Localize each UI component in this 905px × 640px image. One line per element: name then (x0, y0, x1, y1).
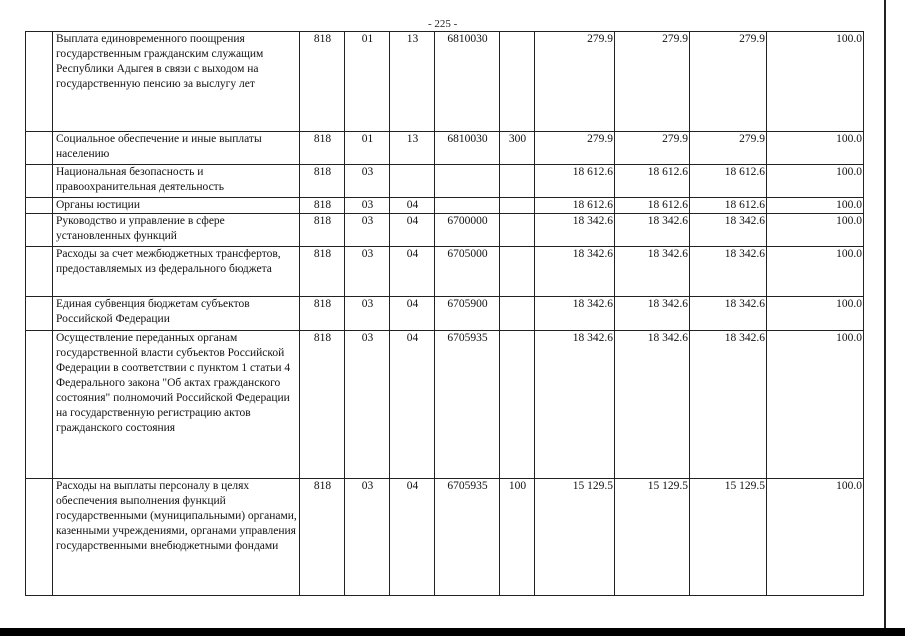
row-csr: 6705000 (435, 247, 500, 297)
table-row (26, 479, 864, 596)
row-rz: 01 (345, 32, 390, 132)
row-sum-2: 18 342.6 (615, 247, 690, 297)
row-pr: 04 (390, 331, 435, 479)
row-sum-1: 15 129.5 (535, 479, 615, 596)
row-margin-cell (26, 297, 53, 331)
row-name: Руководство и управление в сфере установленных функций (53, 214, 300, 247)
row-ved: 818 (300, 32, 345, 132)
row-name: Единая субвенция бюджетам субъектов Российской Федерации (53, 297, 300, 331)
row-pr: 13 (390, 32, 435, 132)
row-vr (500, 297, 535, 331)
row-ved: 818 (300, 132, 345, 165)
row-ved: 818 (300, 479, 345, 596)
row-percent: 100.0 (767, 297, 864, 331)
row-pr: 04 (390, 247, 435, 297)
row-sum-2: 18 612.6 (615, 198, 690, 214)
row-sum-1: 18 342.6 (535, 331, 615, 479)
table-row (26, 247, 864, 297)
row-percent: 100.0 (767, 479, 864, 596)
row-sum-1: 18 342.6 (535, 214, 615, 247)
row-csr: 6700000 (435, 214, 500, 247)
row-sum-1: 18 342.6 (535, 247, 615, 297)
table-row (26, 132, 864, 165)
row-percent: 100.0 (767, 214, 864, 247)
row-vr: 100 (500, 479, 535, 596)
row-margin-cell (26, 479, 53, 596)
page-number: - 225 - (428, 18, 458, 30)
row-vr (500, 247, 535, 297)
row-name: Социальное обеспечение и иные выплаты населению (53, 132, 300, 165)
row-rz: 03 (345, 479, 390, 596)
row-sum-3: 18 342.6 (690, 297, 767, 331)
row-margin-cell (26, 165, 53, 198)
row-margin-cell (26, 247, 53, 297)
row-sum-1: 18 612.6 (535, 198, 615, 214)
row-ved: 818 (300, 331, 345, 479)
row-sum-3: 279.9 (690, 32, 767, 132)
row-csr: 6705935 (435, 479, 500, 596)
row-csr (435, 165, 500, 198)
row-csr: 6810030 (435, 132, 500, 165)
row-csr: 6705935 (435, 331, 500, 479)
row-sum-1: 18 342.6 (535, 297, 615, 331)
row-ved: 818 (300, 297, 345, 331)
row-sum-2: 15 129.5 (615, 479, 690, 596)
row-margin-cell (26, 132, 53, 165)
row-margin-cell (26, 198, 53, 214)
row-vr (500, 198, 535, 214)
row-sum-3: 18 612.6 (690, 198, 767, 214)
row-percent: 100.0 (767, 165, 864, 198)
row-sum-3: 18 342.6 (690, 214, 767, 247)
row-percent: 100.0 (767, 331, 864, 479)
row-name: Выплата единовременного поощрения государственным гражданским служащим Республики Адыгея в связи с выходом на государственную пенсию за выслугу лет (53, 32, 300, 132)
table-row (26, 297, 864, 331)
row-sum-3: 18 342.6 (690, 247, 767, 297)
row-vr (500, 214, 535, 247)
table-row (26, 214, 864, 247)
row-sum-2: 279.9 (615, 132, 690, 165)
row-sum-2: 18 612.6 (615, 165, 690, 198)
row-ved: 818 (300, 247, 345, 297)
row-sum-3: 15 129.5 (690, 479, 767, 596)
row-sum-1: 279.9 (535, 32, 615, 132)
table-row (26, 331, 864, 479)
table-row (26, 165, 864, 198)
row-rz: 03 (345, 331, 390, 479)
row-name: Органы юстиции (53, 198, 300, 214)
row-sum-2: 18 342.6 (615, 331, 690, 479)
row-percent: 100.0 (767, 32, 864, 132)
row-sum-2: 279.9 (615, 32, 690, 132)
scan-bottom-bar (0, 628, 905, 636)
row-sum-3: 18 612.6 (690, 165, 767, 198)
row-percent: 100.0 (767, 247, 864, 297)
row-name: Расходы за счет межбюджетных трансфертов, предоставляемых из федерального бюджета (53, 247, 300, 297)
row-sum-1: 279.9 (535, 132, 615, 165)
row-name: Расходы на выплаты персоналу в целях обеспечения выполнения функций государственными (муниципальными) органами, казенными учреждениями, органами управления государственными внебюджетными фондами (53, 479, 300, 596)
row-pr: 04 (390, 297, 435, 331)
table-row (26, 198, 864, 214)
row-vr: 300 (500, 132, 535, 165)
row-vr (500, 32, 535, 132)
row-ved: 818 (300, 214, 345, 247)
row-vr (500, 165, 535, 198)
table-row (26, 32, 864, 132)
row-pr: 13 (390, 132, 435, 165)
row-margin-cell (26, 32, 53, 132)
row-margin-cell (26, 214, 53, 247)
row-csr (435, 198, 500, 214)
row-rz: 03 (345, 198, 390, 214)
row-rz: 03 (345, 214, 390, 247)
row-pr (390, 165, 435, 198)
row-sum-2: 18 342.6 (615, 297, 690, 331)
row-csr: 6705900 (435, 297, 500, 331)
row-rz: 03 (345, 165, 390, 198)
row-rz: 03 (345, 297, 390, 331)
scan-right-edge (884, 0, 886, 628)
row-name: Осуществление переданных органам государственной власти субъектов Российской Федерации в соответствии с пунктом 1 статьи 4 Федерального закона "Об актах гражданского состояния" полномочий Российской Федерации на государственную регистрацию актов гражданского состояния (53, 331, 300, 479)
row-ved: 818 (300, 165, 345, 198)
row-name: Национальная безопасность и правоохранительная деятельность (53, 165, 300, 198)
row-sum-3: 18 342.6 (690, 331, 767, 479)
row-percent: 100.0 (767, 132, 864, 165)
row-vr (500, 331, 535, 479)
row-sum-1: 18 612.6 (535, 165, 615, 198)
row-pr: 04 (390, 479, 435, 596)
row-pr: 04 (390, 198, 435, 214)
row-csr: 6810030 (435, 32, 500, 132)
row-percent: 100.0 (767, 198, 864, 214)
row-sum-2: 18 342.6 (615, 214, 690, 247)
row-rz: 01 (345, 132, 390, 165)
row-rz: 03 (345, 247, 390, 297)
row-sum-3: 279.9 (690, 132, 767, 165)
row-ved: 818 (300, 198, 345, 214)
row-pr: 04 (390, 214, 435, 247)
row-margin-cell (26, 331, 53, 479)
budget-table (25, 31, 864, 596)
